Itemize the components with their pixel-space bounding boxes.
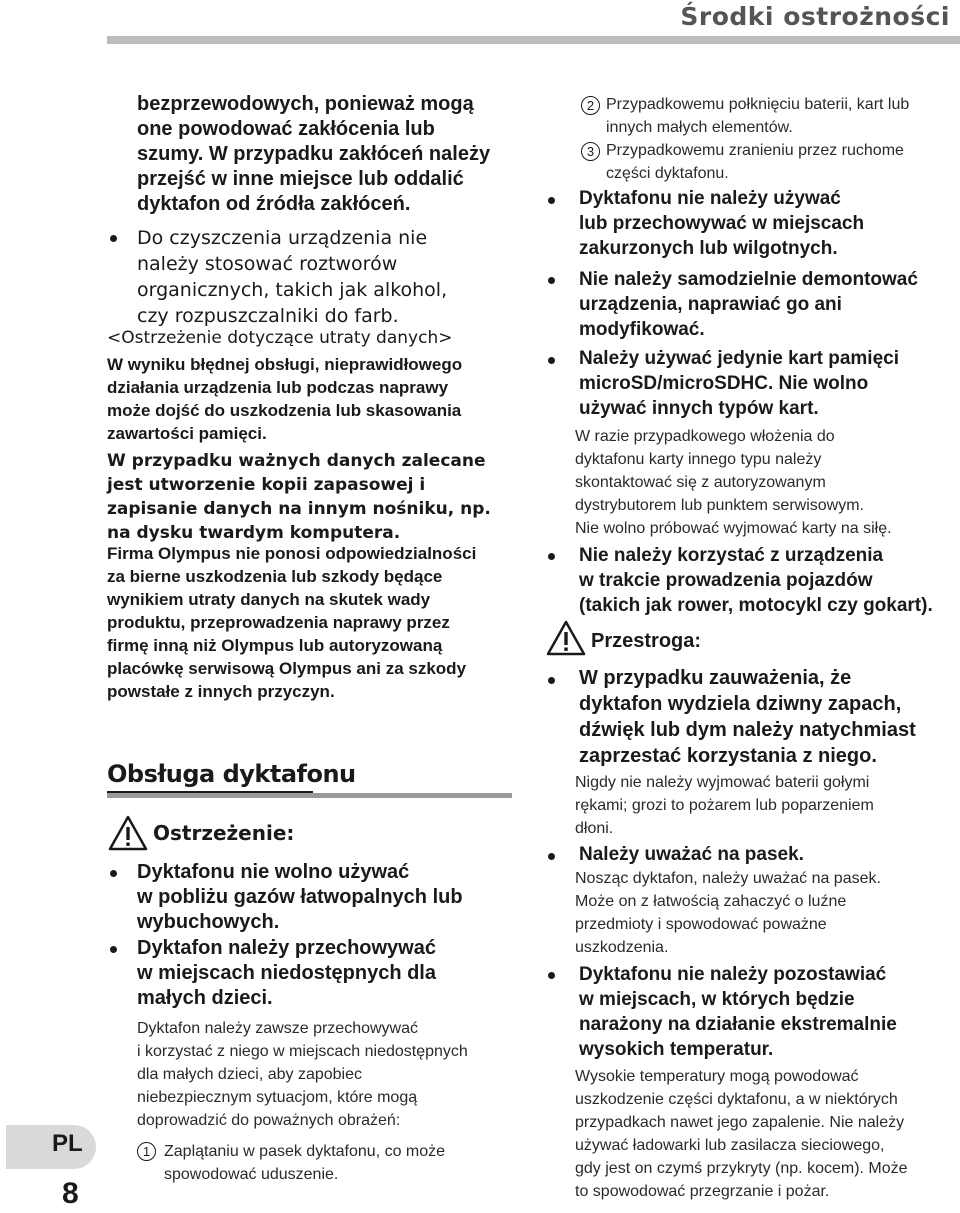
text-line: przejść w inne miejsce lub oddalić bbox=[137, 168, 464, 190]
text-line: (takich jak rower, motocykl czy gokart). bbox=[579, 595, 933, 616]
bullet bbox=[548, 553, 555, 560]
text-line: małych dzieci. bbox=[137, 987, 273, 1009]
data-loss-paragraph-1 bbox=[107, 353, 462, 445]
numbered-item-1 bbox=[164, 1140, 445, 1186]
text-line: szumy. W przypadku zakłóceń należy bbox=[137, 143, 491, 165]
bullet bbox=[110, 870, 117, 877]
bullet bbox=[110, 946, 117, 953]
text-line: dyktafonu karty innego typu należy bbox=[575, 451, 822, 468]
text-line: powstałe z innych przyczyn. bbox=[107, 682, 335, 701]
bullet bbox=[548, 197, 555, 204]
continued-paragraph bbox=[137, 92, 490, 217]
text-line: przypadkach nawet jego zapalenie. Nie należy bbox=[575, 1114, 905, 1131]
text-line: rękami; grozi to pożarem lub poparzeniem bbox=[575, 797, 874, 814]
text-line: Dyktafonu nie wolno używać bbox=[137, 861, 410, 883]
text-line: dla małych dzieci, aby zapobiec bbox=[137, 1066, 363, 1083]
text-line: dźwięk lub dym należy natychmiast bbox=[579, 719, 916, 741]
text-line: narażony na działanie ekstremalnie bbox=[579, 1014, 897, 1035]
bullet bbox=[548, 972, 555, 979]
text-line: one powodować zakłócenia lub bbox=[137, 118, 435, 140]
text-line: wynikiem utraty danych na skutek wady bbox=[107, 590, 431, 609]
text-line: dyktafon od źródła zakłóceń. bbox=[137, 193, 411, 215]
text-line: dyktafon wydziela dziwny zapach, bbox=[579, 693, 902, 715]
text-line: to spowodować przegrzanie i pożar. bbox=[575, 1183, 830, 1200]
text-line: należy stosować roztworów bbox=[137, 253, 398, 275]
text-line: gdy jest on czymś przykryty (np. kocem). Może bbox=[575, 1160, 908, 1177]
text-line: modyfikować. bbox=[579, 319, 705, 340]
text-line: w trakcie prowadzenia pojazdów bbox=[579, 570, 873, 591]
bullet bbox=[548, 357, 555, 364]
bullet bbox=[548, 277, 555, 284]
text-line: za bierne uszkodzenia lub szkody będące bbox=[107, 567, 443, 586]
bullet bbox=[110, 235, 117, 242]
text-line: dłoni. bbox=[575, 820, 614, 837]
section-rule bbox=[107, 793, 512, 798]
bullet-dusty-humid bbox=[579, 186, 864, 261]
text-line: wysokich temperatur. bbox=[579, 1039, 774, 1060]
language-label: PL bbox=[52, 1130, 83, 1157]
circled-number-1: 1 bbox=[137, 1142, 156, 1161]
text-line: jest utworzenie kopii zapasowej i bbox=[107, 475, 426, 495]
text-line: Przypadkowemu połknięciu baterii, kart lub bbox=[606, 96, 910, 113]
text-line: i korzystać z niego w miejscach niedostępnych bbox=[137, 1043, 468, 1060]
numbered-item-2 bbox=[606, 93, 909, 139]
text-line: czy rozpuszczalniki do farb. bbox=[137, 305, 399, 327]
circled-number-2: 2 bbox=[581, 96, 600, 115]
text-line: Firma Olympus nie ponosi odpowiedzialności bbox=[107, 544, 477, 563]
text-line: W wyniku błędnej obsługi, nieprawidłowego bbox=[107, 355, 463, 374]
text-line: produktu, przeprowadzenia naprawy przez bbox=[107, 613, 450, 632]
bullet-memory-cards bbox=[579, 346, 899, 421]
text-line: wybuchowych. bbox=[137, 911, 280, 933]
text-line: używać innych typów kart. bbox=[579, 398, 819, 419]
text-line: Dyktafonu nie należy używać bbox=[579, 188, 841, 209]
text-line: Zaplątaniu w pasek dyktafonu, co może bbox=[164, 1143, 446, 1160]
text-line: Nosząc dyktafon, należy uważać na pasek. bbox=[575, 870, 881, 887]
warning-triangle-icon bbox=[546, 620, 586, 656]
text-line: W przypadku zauważenia, że bbox=[579, 667, 852, 689]
header-rule bbox=[107, 36, 960, 44]
text-line: W razie przypadkowego włożenia do bbox=[575, 428, 835, 445]
warning-label: Ostrzeżenie: bbox=[153, 821, 295, 845]
text-line: używać ładowarki lub zasilacza sieciowego, bbox=[575, 1137, 885, 1154]
strap-body bbox=[575, 867, 881, 959]
section-title: Obsługa dyktafonu bbox=[107, 760, 356, 788]
memory-cards-body bbox=[575, 425, 892, 540]
text-line: zakurzonych lub wilgotnych. bbox=[579, 238, 838, 259]
text-line: w pobliżu gazów łatwopalnych lub bbox=[137, 886, 463, 908]
bullet-driving bbox=[579, 543, 933, 618]
text-line: Dyktafonu nie należy pozostawiać bbox=[579, 964, 887, 985]
text-line: Może on z łatwością zahaczyć o luźne bbox=[575, 893, 847, 910]
text-line: innych małych elementów. bbox=[606, 119, 793, 136]
warning-triangle-icon bbox=[108, 815, 148, 851]
text-line: Należy uważać na pasek. bbox=[579, 844, 804, 865]
bullet-cleaning bbox=[137, 225, 447, 329]
bullet bbox=[548, 853, 555, 860]
bullet-flammable-gas bbox=[137, 860, 463, 935]
text-line: lub przechowywać w miejscach bbox=[579, 213, 865, 234]
text-line: spowodować uduszenie. bbox=[164, 1166, 339, 1183]
text-line: działania urządzenia lub podczas naprawy bbox=[107, 378, 449, 397]
bullet-children bbox=[137, 936, 436, 1011]
text-line: placówkę serwisową Olympus ani za szkody bbox=[107, 659, 467, 678]
text-line: części dyktafonu. bbox=[606, 165, 729, 182]
text-line: może dojść do uszkodzenia lub skasowania bbox=[107, 401, 462, 420]
text-line: zawartości pamięci. bbox=[107, 424, 267, 443]
data-loss-heading: <Ostrzeżenie dotyczące utraty danych> bbox=[107, 328, 453, 348]
caution-label: Przestroga: bbox=[591, 630, 702, 652]
text-line: Należy używać jedynie kart pamięci bbox=[579, 348, 899, 369]
high-temperature-body bbox=[575, 1065, 908, 1203]
text-line: Dyktafon należy zawsze przechowywać bbox=[137, 1020, 419, 1037]
data-loss-paragraph-2 bbox=[107, 449, 491, 545]
text-line: firmę inną niż Olympus lub autoryzowaną bbox=[107, 636, 443, 655]
text-line: skontaktować się z autoryzowanym bbox=[575, 474, 826, 491]
text-line: W przypadku ważnych danych zalecane bbox=[107, 451, 486, 471]
text-line: na dysku twardym komputera. bbox=[107, 523, 401, 543]
text-line: zaprzestać korzystania z niego. bbox=[579, 745, 877, 767]
bullet bbox=[548, 677, 555, 684]
bullet-strap bbox=[579, 842, 804, 867]
text-line: urządzenia, naprawiać go ani bbox=[579, 294, 842, 315]
smell-smoke-body bbox=[575, 771, 874, 840]
text-line: Do czyszczenia urządzenia nie bbox=[137, 227, 428, 249]
bullet-high-temperature bbox=[579, 962, 897, 1062]
text-line: uszkodzenie części dyktafonu, a w niektórych bbox=[575, 1091, 898, 1108]
bullet-smell-smoke bbox=[579, 665, 916, 769]
children-body bbox=[137, 1017, 468, 1132]
section-title-underline bbox=[107, 791, 313, 793]
text-line: w miejscach, w których będzie bbox=[579, 989, 855, 1010]
text-line: Przypadkowemu zranieniu przez ruchome bbox=[606, 142, 904, 159]
text-line: microSD/microSDHC. Nie wolno bbox=[579, 373, 869, 394]
page-header-title: Środki ostrożności bbox=[680, 2, 950, 31]
text-line: uszkodzenia. bbox=[575, 939, 669, 956]
text-line: organicznych, takich jak alkohol, bbox=[137, 279, 448, 301]
text-line: Wysokie temperatury mogą powodować bbox=[575, 1068, 859, 1085]
text-line: Nie należy korzystać z urządzenia bbox=[579, 545, 884, 566]
page-number: 8 bbox=[62, 1177, 79, 1210]
text-line: Nie wolno próbować wyjmować karty na siłę. bbox=[575, 520, 892, 537]
text-line: bezprzewodowych, ponieważ mogą bbox=[137, 93, 474, 115]
numbered-item-3 bbox=[606, 139, 904, 185]
bullet-disassembly bbox=[579, 267, 918, 342]
text-line: przedmioty i spowodować poważne bbox=[575, 916, 827, 933]
text-line: Nie należy samodzielnie demontować bbox=[579, 269, 918, 290]
text-line: niebezpiecznym sytuacjom, które mogą bbox=[137, 1089, 418, 1106]
text-line: zapisanie danych na innym nośniku, np. bbox=[107, 499, 491, 519]
data-loss-paragraph-3 bbox=[107, 542, 476, 703]
text-line: Nigdy nie należy wyjmować baterii gołymi bbox=[575, 774, 870, 791]
circled-number-3: 3 bbox=[581, 142, 600, 161]
text-line: Dyktafon należy przechowywać bbox=[137, 937, 436, 959]
text-line: dystrybutorem lub punktem serwisowym. bbox=[575, 497, 864, 514]
text-line: w miejscach niedostępnych dla bbox=[137, 962, 436, 984]
text-line: doprowadzić do poważnych obrażeń: bbox=[137, 1112, 401, 1129]
